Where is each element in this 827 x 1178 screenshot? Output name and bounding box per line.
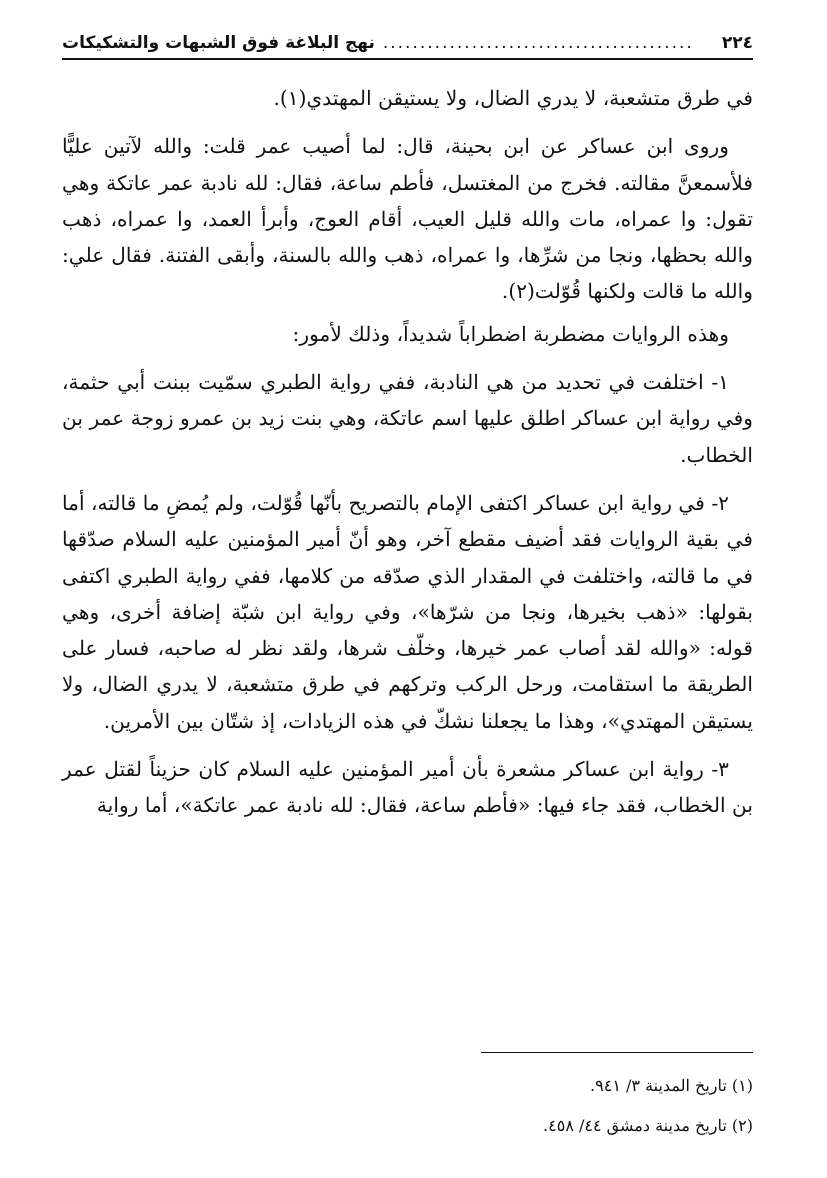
paragraph-ibn-asakir-narration: وروى ابن عساكر عن ابن بحينة، قال: لما أصيب عمر قلت: والله لآتين عليًّا فلأسمعنَّ مقالته. فخرج من المغتسل، فأطم ساعة، فقال: لله نادبة عمر عاتكة وهي تقول: وا عمراه، مات والله قليل العيب، أقام العوج، وأبرأ العمد، وا عمراه، ذهب والله بحظها، ونجا من شرِّها، وا عمراه، ذهب والله بالسنة، وأبقى الفتنة. فقال علي: والله ما قالت ولكنها قُوّلت(٢).: [62, 134, 753, 304]
footnote-1: (١) تاريخ المدينة ٣/ ٩٤١.: [590, 1076, 753, 1095]
footnote-2: (٢) تاريخ مدينة دمشق ٤٤/ ٤٥٨.: [543, 1116, 753, 1135]
page-number: ٢٢٤: [721, 33, 753, 53]
header-leader-dots: ..........................................: [382, 33, 694, 53]
page-header: [62, 28, 753, 60]
paragraph-reasons-intro: وهذه الروايات مضطربة اضطراباً شديداً، وذلك لأمور:: [292, 321, 729, 346]
paragraph-point-3: ٣- رواية ابن عساكر مشعرة بأن أمير المؤمنين عليه السلام كان حزيناً لقتل عمر بن الخطاب، فقد جاء فيها: «فأطم ساعة، فقال: لله نادبة عمر عاتكة»، أما رواية: [62, 757, 753, 818]
main-text: [62, 80, 753, 824]
paragraph-continuation: في طرق متشعبة، لا يدري الضال، ولا يستيقن المهتدي(١).: [273, 86, 753, 110]
footnotes: [62, 1066, 753, 1146]
paragraph-point-2: ٢- في رواية ابن عساكر اكتفى الإمام بالتصريح بأنّها قُوّلت، ولم يُمضِ ما قالته، أما في بقية الروايات فقد أضيف مقطع آخر، وهو أنّ أمير المؤمنين عليه السلام صدّقها في ما قالته، واختلفت في المقدار الذي صدّقه من كلامها، ففي رواية الطبري اكتفى بقولها: «ذهب بخيرها، ونجا من شرّها»، وفي رواية ابن شبّة إضافة أخرى، وهي قوله: «والله لقد أصاب عمر خيرها، وخلّف شرها، ولقد نظر له صاحبه، فسار على الطريقة ما استقامت، ورحل الركب وتركهم في طرق متشعبة، لا يدري الضال، ولا يستيقن المهتدي»، وهذا ما يجعلنا نشكّ في هذه الزيادات، إذ شتّان بين الأمرين.: [61, 490, 753, 733]
paragraph-point-1: ١- اختلفت في تحديد من هي النادبة، ففي رواية الطبري سمّيت ببنت أبي حثمة، وفي رواية ابن عساكر اطلق عليها اسم عاتكة، وهي بنت زيد بن عمرو زوجة عمر بن الخطاب.: [62, 370, 753, 467]
footnote-separator: [481, 1052, 753, 1053]
running-title: نهج البلاغة فوق الشبهات والتشكيكات: [62, 33, 375, 53]
